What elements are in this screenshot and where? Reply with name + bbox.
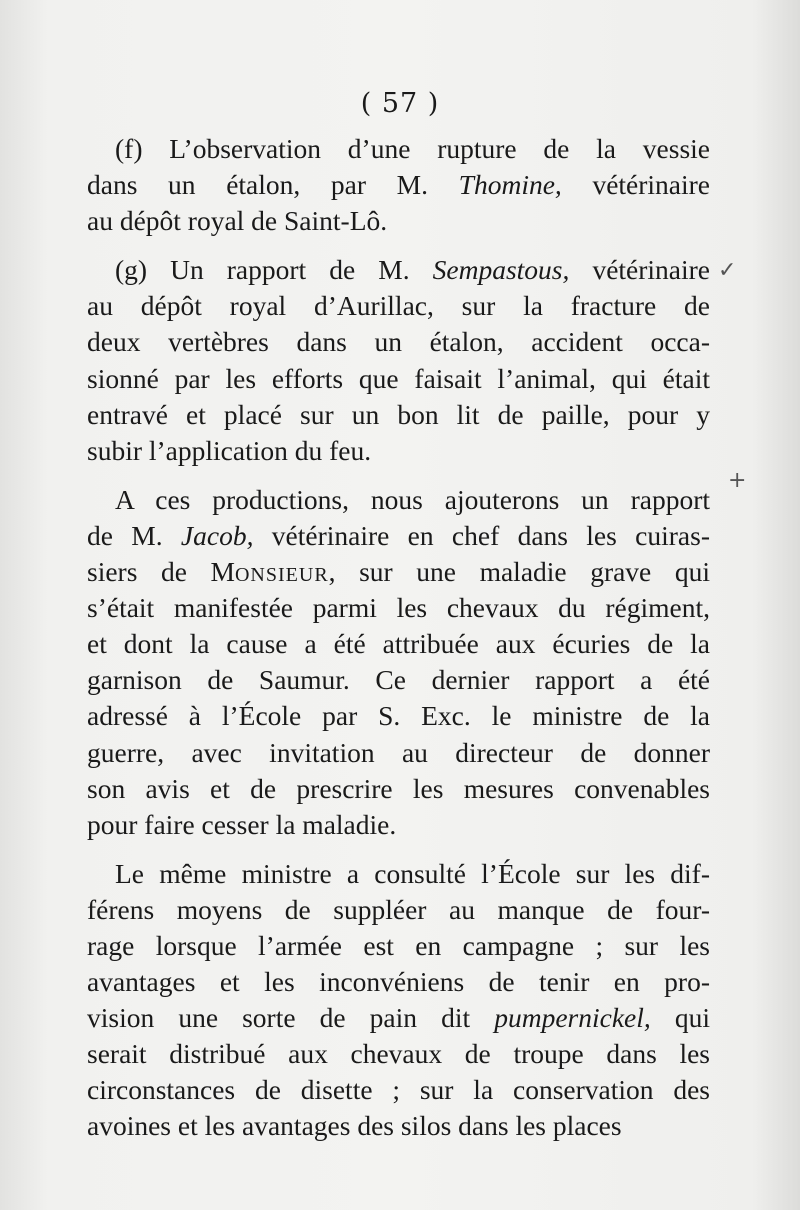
text-line: Le même ministre a consulté l’École sur les dif- bbox=[115, 857, 710, 889]
paragraph bbox=[87, 856, 710, 1145]
text-line: rage lorsque l’armée est en campagne ; sur les bbox=[87, 929, 710, 961]
text-line: serait distribué aux chevaux de troupe dans les bbox=[87, 1038, 710, 1070]
text-line: vision une sorte de pain dit pumpernickel, qui bbox=[87, 1002, 711, 1034]
paragraph-gap bbox=[87, 843, 710, 856]
text-line: siers de MONSIEUR, sur une maladie grave qui bbox=[87, 556, 710, 588]
margin-cross-mark: + bbox=[728, 468, 747, 493]
text-line: avoines et les avantages des silos dans les places bbox=[87, 1110, 622, 1142]
text-line: au dépôt royal de Saint-Lô. bbox=[87, 205, 388, 237]
text-line: A ces productions, nous ajouterons un rapport bbox=[115, 483, 710, 515]
page-body-text bbox=[87, 131, 710, 1145]
paragraph-gap bbox=[87, 469, 710, 482]
margin-check-mark: ✓ bbox=[718, 258, 737, 283]
text-line: subir l’application du feu. bbox=[87, 434, 372, 466]
text-line: avantages et les inconvéniens de tenir en pro- bbox=[87, 966, 710, 998]
italic-name: Jacob, bbox=[180, 519, 254, 551]
small-caps-name: MONSIEUR bbox=[210, 556, 329, 588]
paragraph bbox=[87, 252, 710, 469]
italic-name: pumpernickel, bbox=[494, 1002, 651, 1034]
text-line: adressé à l’École par S. Exc. le ministre de la bbox=[87, 700, 710, 732]
italic-name: Sempastous, bbox=[432, 254, 570, 286]
text-line: et dont la cause a été attribuée aux écuries de la bbox=[87, 628, 710, 660]
text-line: son avis et de prescrire les mesures convenables bbox=[87, 772, 710, 804]
text-line: deux vertèbres dans un étalon, accident occa- bbox=[87, 326, 710, 358]
text-line: s’était manifestée parmi les chevaux du régiment, bbox=[87, 592, 710, 624]
page-number: ( 57 ) bbox=[360, 88, 440, 119]
text-line: dans un étalon, par M. Thomine, vétérinaire bbox=[87, 169, 711, 201]
text-line: au dépôt royal d’Aurillac, sur la fracture de bbox=[87, 290, 710, 322]
italic-name: Thomine, bbox=[458, 169, 562, 201]
text-line: de M. Jacob, vétérinaire en chef dans les cuiras- bbox=[87, 519, 710, 551]
paragraph-gap bbox=[87, 239, 710, 252]
paragraph bbox=[87, 131, 710, 239]
paragraph bbox=[87, 482, 710, 843]
text-line: (f) L’observation d’une rupture de la vessie bbox=[115, 133, 710, 164]
text-line: circonstances de disette ; sur la conservation des bbox=[87, 1074, 710, 1106]
text-line: férens moyens de suppléer au manque de four- bbox=[87, 893, 710, 925]
text-line: guerre, avec invitation au directeur de donner bbox=[87, 736, 710, 768]
text-line: (g) Un rapport de M. Sempastous, vétérinaire bbox=[115, 254, 711, 286]
text-line: sionné par les efforts que faisait l’animal, qui était bbox=[87, 362, 710, 394]
text-line: entravé et placé sur un bon lit de paille, pour y bbox=[87, 398, 710, 430]
text-line: pour faire cesser la maladie. bbox=[87, 808, 397, 840]
text-line: garnison de Saumur. Ce dernier rapport a été bbox=[87, 664, 710, 696]
